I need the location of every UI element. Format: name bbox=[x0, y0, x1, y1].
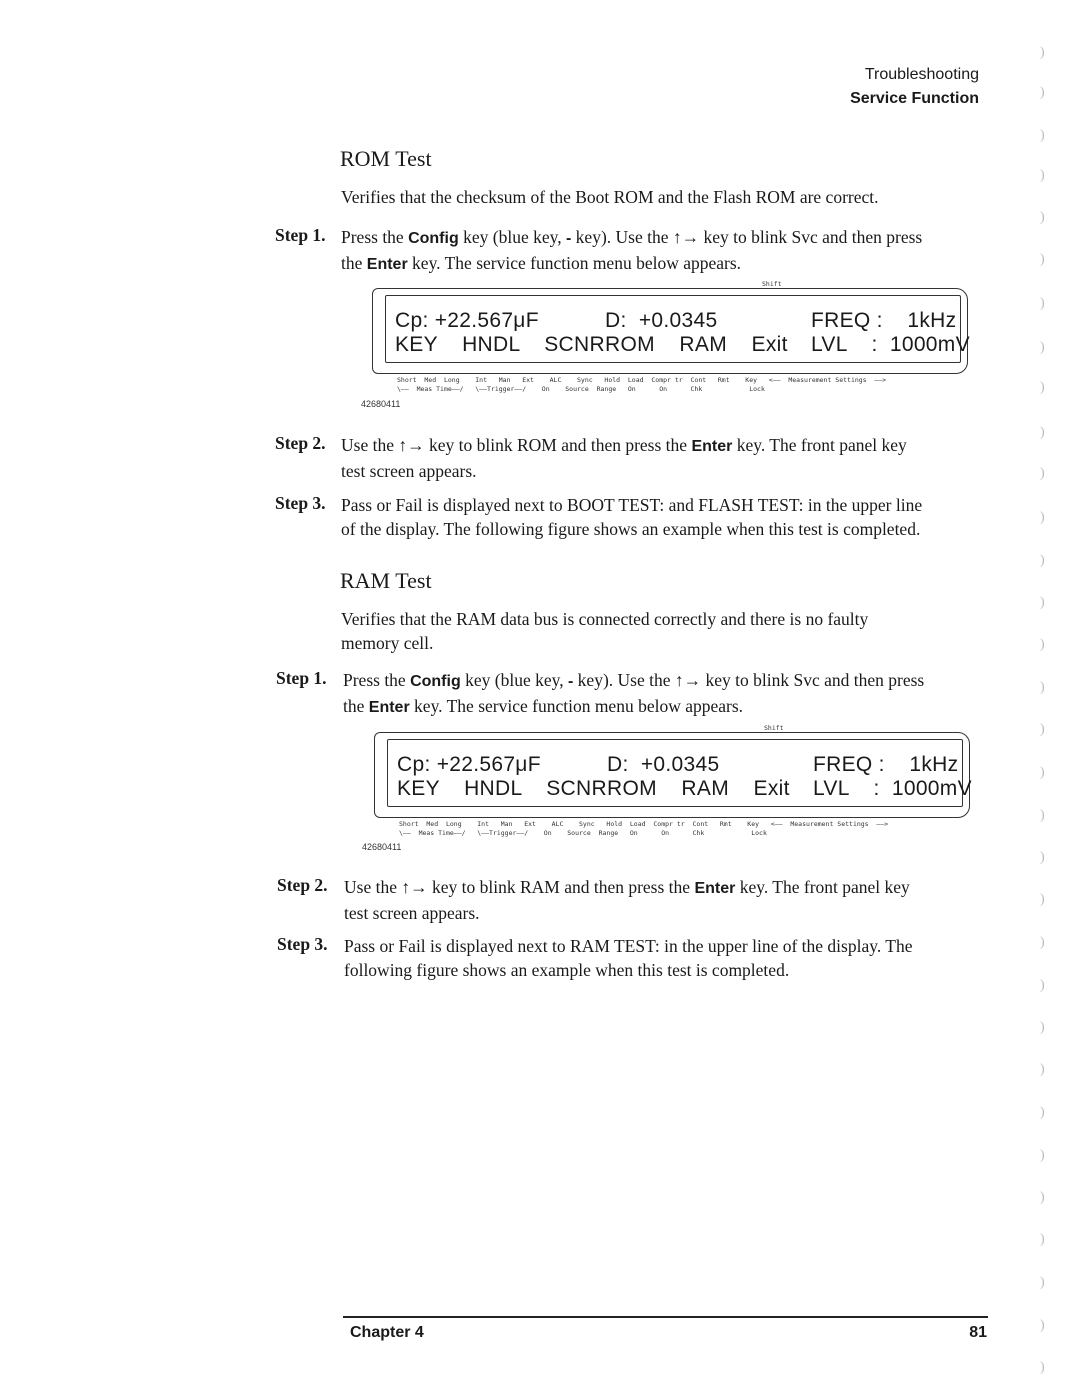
figure-id-2: 42680411 bbox=[362, 842, 402, 852]
margin-tick-mark: ) bbox=[1040, 1232, 1045, 1247]
margin-tick-mark: ) bbox=[1040, 1105, 1045, 1120]
lcd-line1-c: FREQ : 1kHz bbox=[813, 753, 959, 776]
margin-tick-mark: ) bbox=[1040, 1020, 1045, 1035]
ram-step3-text: Pass or Fail is displayed next to RAM TEST: in the upper line of the display. The following figure shows an example when this test is completed. bbox=[344, 936, 913, 980]
lcd-line2-a: KEY HNDL SCNR bbox=[395, 333, 605, 356]
lcd-line1-c: FREQ : 1kHz bbox=[811, 309, 957, 332]
margin-tick-mark: ) bbox=[1040, 935, 1045, 950]
lcd-annotation-row2: \—— Meas Time——/ \——Trigger——/ On Source Range On On Chk Lock bbox=[397, 385, 765, 393]
lcd-line1-a: Cp: +22.567μF bbox=[395, 309, 539, 332]
margin-tick-mark: ) bbox=[1040, 296, 1045, 311]
ram-test-heading: RAM Test bbox=[340, 568, 432, 593]
rom-step2-label: Step 2. bbox=[275, 433, 326, 453]
rom-step3-label: Step 3. bbox=[275, 493, 326, 513]
lcd-annotation-row1: Short Med Long Int Man Ext ALC Sync Hold Load Compr tr Cont Rmt Key <—— Measurement Settings ——> bbox=[399, 820, 889, 828]
margin-tick-mark: ) bbox=[1040, 466, 1045, 481]
margin-tick-mark: ) bbox=[1040, 1318, 1045, 1333]
lcd-line1-a: Cp: +22.567μF bbox=[397, 753, 541, 776]
lcd-line2-a: KEY HNDL SCNR bbox=[397, 777, 607, 800]
margin-tick-mark: ) bbox=[1040, 128, 1045, 143]
lcd-line1-b: D: +0.0345 bbox=[605, 309, 718, 332]
margin-tick-mark: ) bbox=[1040, 1190, 1045, 1205]
margin-tick-mark: ) bbox=[1040, 380, 1045, 395]
margin-tick-mark: ) bbox=[1040, 680, 1045, 695]
rom-step1-text: Press the Config key (blue key, - key). Use the ↑→ key to blink Svc and then press the Enter key. The service function menu below appears. bbox=[341, 227, 923, 273]
lcd-line1-b: D: +0.0345 bbox=[607, 753, 720, 776]
margin-tick-mark: ) bbox=[1040, 765, 1045, 780]
margin-tick-mark: ) bbox=[1040, 1360, 1045, 1375]
lcd-display-figure-2 bbox=[374, 722, 974, 852]
lcd-line2-c: LVL : 1000mV bbox=[811, 333, 970, 356]
footer-page-number: 81 bbox=[969, 1324, 987, 1341]
rom-step1-label: Step 1. bbox=[275, 225, 326, 245]
rom-intro: Verifies that the checksum of the Boot ROM and the Flash ROM are correct. bbox=[341, 187, 879, 207]
margin-tick-mark: ) bbox=[1040, 85, 1045, 100]
enter-key: Enter bbox=[366, 256, 408, 273]
margin-tick-mark: ) bbox=[1040, 340, 1045, 355]
lcd-display-figure-1 bbox=[372, 278, 972, 408]
margin-tick-mark: ) bbox=[1040, 978, 1045, 993]
margin-tick-mark: ) bbox=[1040, 1275, 1045, 1290]
footer-rule bbox=[343, 1316, 988, 1318]
ram-step1-label: Step 1. bbox=[276, 668, 327, 688]
margin-tick-mark: ) bbox=[1040, 252, 1045, 267]
rom-test-heading: ROM Test bbox=[340, 146, 432, 171]
margin-tick-mark: ) bbox=[1040, 850, 1045, 865]
config-key: Config bbox=[410, 673, 461, 690]
margin-tick-mark: ) bbox=[1040, 637, 1045, 652]
shift-label: Shift bbox=[762, 280, 782, 288]
margin-tick-mark: ) bbox=[1040, 425, 1045, 440]
lcd-line2-b: ROM RAM Exit bbox=[607, 777, 790, 800]
footer-chapter: Chapter 4 bbox=[350, 1324, 424, 1341]
config-key: Config bbox=[408, 230, 459, 247]
lcd-annotation-row2: \—— Meas Time——/ \——Trigger——/ On Source Range On On Chk Lock bbox=[399, 829, 767, 837]
margin-tick-mark: ) bbox=[1040, 595, 1045, 610]
margin-tick-mark: ) bbox=[1040, 808, 1045, 823]
running-header-section: Troubleshooting bbox=[864, 66, 979, 83]
margin-tick-mark: ) bbox=[1040, 1148, 1045, 1163]
ram-step2-text: Use the ↑→ key to blink RAM and then press the Enter key. The front panel key test screen appears. bbox=[344, 877, 910, 923]
margin-tick-mark: ) bbox=[1040, 210, 1045, 225]
ram-intro: Verifies that the RAM data bus is connected correctly and there is no faulty memory cell. bbox=[341, 609, 869, 653]
margin-tick-mark: ) bbox=[1040, 1062, 1045, 1077]
margin-tick-mark: ) bbox=[1040, 45, 1045, 60]
lcd-line2-c: LVL : 1000mV bbox=[813, 777, 972, 800]
ram-step2-label: Step 2. bbox=[277, 875, 328, 895]
lcd-annotation-row1: Short Med Long Int Man Ext ALC Sync Hold Load Compr tr Cont Rmt Key <—— Measurement Settings ——> bbox=[397, 376, 887, 384]
margin-tick-mark: ) bbox=[1040, 892, 1045, 907]
running-header-subsection: Service Function bbox=[850, 90, 979, 107]
enter-key: Enter bbox=[694, 880, 736, 897]
margin-tick-mark: ) bbox=[1040, 510, 1045, 525]
lcd-line2-b: ROM RAM Exit bbox=[605, 333, 788, 356]
ram-step3-label: Step 3. bbox=[277, 934, 328, 954]
margin-tick-mark: ) bbox=[1040, 168, 1045, 183]
rom-step3-text: Pass or Fail is displayed next to BOOT TEST: and FLASH TEST: in the upper line of the display. The following figure shows an example when this test is completed. bbox=[341, 495, 923, 539]
margin-tick-mark: ) bbox=[1040, 553, 1045, 568]
enter-key: Enter bbox=[691, 438, 733, 455]
shift-label: Shift bbox=[764, 724, 784, 732]
margin-tick-mark: ) bbox=[1040, 722, 1045, 737]
rom-step2-text: Use the ↑→ key to blink ROM and then press the Enter key. The front panel key test screen appears. bbox=[341, 435, 907, 481]
figure-id-1: 42680411 bbox=[361, 399, 401, 409]
ram-step1-text: Press the Config key (blue key, - key). Use the ↑→ key to blink Svc and then press the Enter key. The service function menu below appears. bbox=[343, 670, 925, 716]
enter-key: Enter bbox=[368, 699, 410, 716]
